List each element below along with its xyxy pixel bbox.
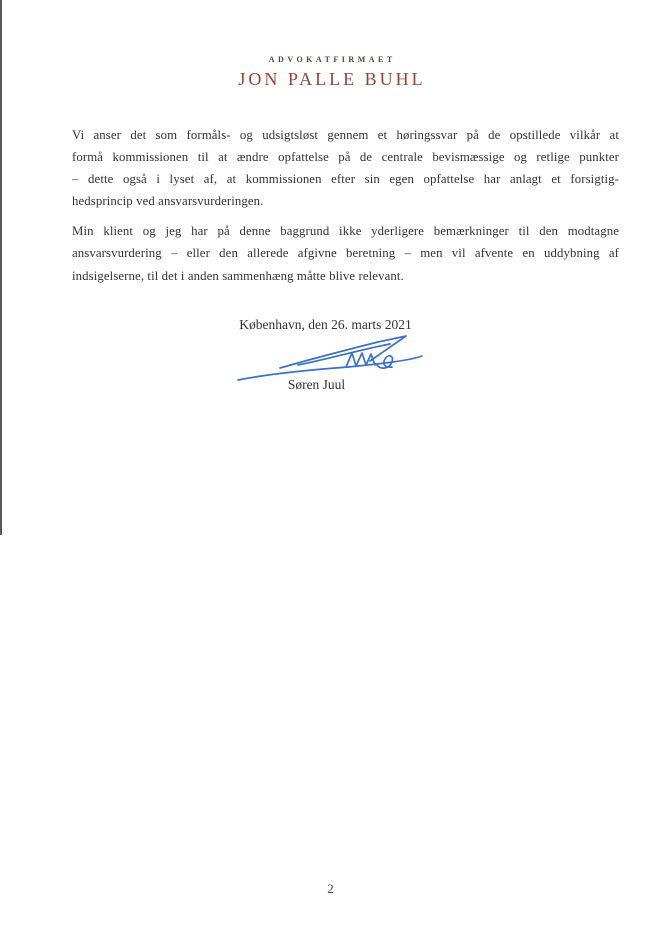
letter-line: hedsprincip ved ansvarsvurderingen. — [72, 194, 264, 209]
date-line: København, den 26. marts 2021 — [239, 317, 412, 332]
page-number: 2 — [327, 881, 334, 896]
letter-line: formå kommissionen til at ændre opfattelse på de centrale bevismæssige og retlige punkter — [72, 150, 619, 165]
letter-line: ansvarsvurdering – eller den allerede afgivne beretning – men vil afvente en uddybning af — [72, 246, 619, 261]
letter-line: Min klient og jeg har på denne baggrund ikke yderligere bemærkninger til den modtagne — [72, 224, 619, 239]
signature — [228, 334, 428, 382]
firm-type-label: ADVOKATFIRMAET — [268, 55, 396, 64]
letterhead — [0, 55, 661, 90]
signature-stroke — [298, 344, 390, 365]
paragraph-1 — [72, 124, 619, 212]
firm-name: JON PALLE BUHL — [238, 69, 426, 89]
signature-stroke — [370, 336, 406, 361]
letter-line: Vi anser det som formåls- og udsigtsløst gennem et høringssvar på de opstillede vilkår at — [72, 128, 619, 142]
paragraph-2 — [72, 220, 619, 286]
letter-line: indsigelserne, til det i anden sammenhæng måtte blive relevant. — [72, 268, 404, 283]
letter-line: – dette også i lyset af, at kommissionen efter sin egen opfattelse har anlagt et forsigtig- — [72, 172, 619, 187]
signer-name: Søren Juul — [287, 377, 346, 392]
letter-body — [72, 124, 619, 287]
